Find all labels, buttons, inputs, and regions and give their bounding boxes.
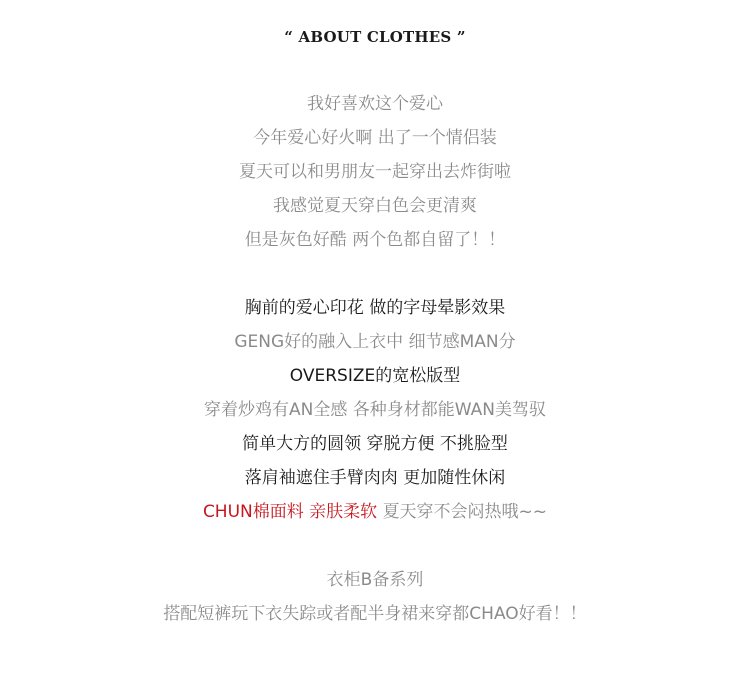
highlight-text: CHUN棉面料 亲肤柔软 [202,502,378,522]
text-line: 我好喜欢这个爱心 [307,94,443,114]
text-fragment: 夏天穿不会闷热哦~~ [382,502,548,522]
text-line-mixed [0,501,750,523]
text-line: 搭配短裤玩下衣失踪或者配半身裙来穿都CHAO好看！！ [163,604,587,624]
text-line: 但是灰色好酷 两个色都自留了！！ [244,230,506,250]
text-line: 夏天可以和男朋友一起穿出去炸街啦 [239,162,511,182]
text-line: 今年爱心好火啊 出了一个情侣装 [253,128,497,148]
text-line: 衣柜B备系列 [326,570,424,590]
text-line: 我感觉夏天穿白色会更清爽 [273,196,477,216]
text-line: 简单大方的圆领 穿脱方便 不挑脸型 [242,434,508,454]
text-line: 胸前的爱心印花 做的字母晕影效果 [244,298,506,318]
text-line: GENG好的融入上衣中 细节感MAN分 [234,332,516,352]
text-line: OVERSIZE的宽松版型 [289,366,461,386]
text-line: 落肩袖遮住手臂肉肉 更加随性休闲 [244,468,506,488]
text-line: 穿着炒鸡有AN全感 各种身材都能WAN美驾驭 [204,400,546,420]
section-title: “ ABOUT CLOTHES ” [284,28,466,46]
